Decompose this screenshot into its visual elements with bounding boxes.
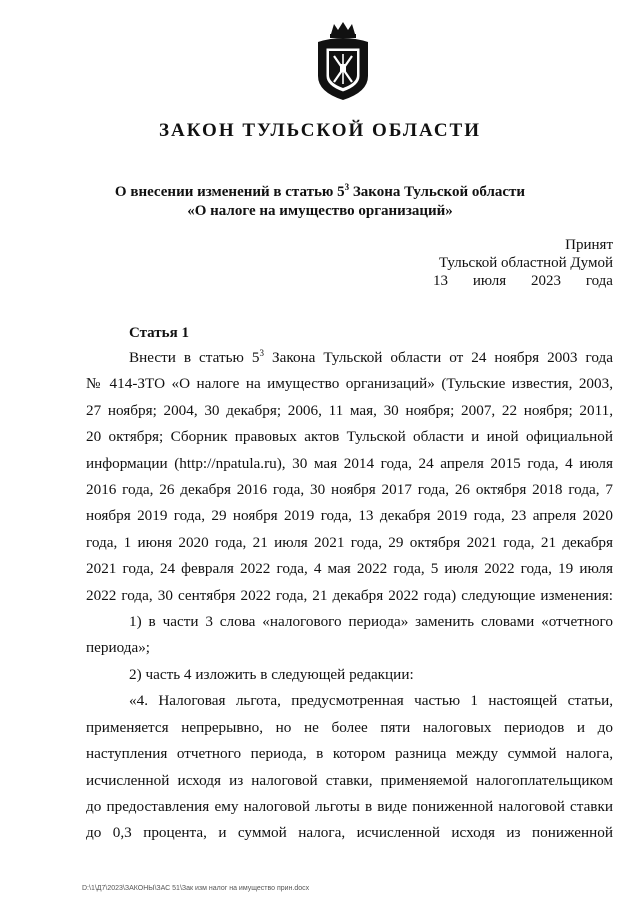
p1-text-end: Закона Тульской области от 24 ноября 2003 года [263,349,614,366]
quote-line: «4. Налоговая льгота, предусмотренная частью 1 настоящей статьи, [129,692,613,710]
item-1-line: 1) в части 3 слова «налогового периода» заменить словами «отчетного [129,613,613,631]
body-line: 2016 года, 26 декабря 2016 года, 30 ноября 2017 года, 26 октября 2018 года, 7 [86,481,613,499]
adopted-by: Тульской областной Думой [438,255,613,271]
subtitle-text: О внесении изменений в статью 5 [114,184,345,200]
adopted-label: Принят [565,237,613,253]
law-subtitle [0,183,640,221]
subtitle-line-1 [0,183,640,202]
quote-line: до 0,3 процента, и суммой налога, исчисленной исходя из пониженной [86,824,613,842]
p1-superscript: 3 [259,348,264,358]
subtitle-superscript: 3 [344,182,350,192]
body-line [86,345,613,371]
item-2: 2) часть 4 изложить в следующей редакции: [129,665,414,683]
law-title: ЗАКОН ТУЛЬСКОЙ ОБЛАСТИ [158,120,482,141]
body-line: информации (http://npatula.ru), 30 мая 2014 года, 24 апреля 2015 года, 4 июля [86,454,613,472]
body-line: 2021 года, 24 февраля 2022 года, 4 мая 2022 года, 5 июля 2022 года, 19 июля [86,560,613,578]
body-line: 27 ноября; 2004, 30 декабря; 2006, 11 мая, 30 ноября; 2007, 22 ноября; 2011, [86,401,613,419]
adoption-day: 13 [433,273,448,289]
article-body [86,345,613,847]
body-line: 2022 года, 30 сентября 2022 года, 21 декабря 2022 года) следующие изменения: [86,586,613,604]
item-1-line-end: периода»; [86,639,151,657]
subtitle-text-end: Закона Тульской области [349,184,526,200]
subtitle-line-2: «О налоге на имущество организаций» [187,203,453,219]
adoption-year-word: года [585,273,613,289]
adoption-block [433,236,613,290]
body-line: 20 октября; Сборник правовых актов Тульской области и иной официальной [86,428,613,446]
article-heading: Статья 1 [129,325,189,341]
coat-of-arms-icon [314,20,372,102]
quote-line: исчисленной исходя из налоговой ставки, применяемой налогоплательщиком [86,771,613,789]
body-line: № 414-ЗТО «О налоге на имущество организаций» (Тульские известия, 2003, [86,375,613,393]
body-line: года, 1 июня 2020 года, 21 июля 2021 года, 29 октября 2021 года, 21 декабря [86,533,613,551]
quote-line: применяется непрерывно, но не более пяти налоговых периодов и до [86,718,613,736]
adoption-year: 2023 [530,273,561,289]
adoption-month: июля [472,273,507,289]
quote-line: наступления отчетного периода, в котором разница между суммой налога, [86,745,613,763]
file-path-footer: D:\1\Д7\2023\ЗАКОНЫ\ЗАС 51\Зак изм налог на имущество прин.docx [82,885,310,892]
body-line: ноября 2019 года, 29 ноября 2019 года, 13 декабря 2019 года, 23 апреля 2020 [86,507,613,525]
adoption-date [433,272,613,290]
quote-line: до предоставления ему налоговой льготы в виде пониженной налоговой ставки [86,797,613,815]
p1-text: Внести в статью 5 [129,349,260,366]
